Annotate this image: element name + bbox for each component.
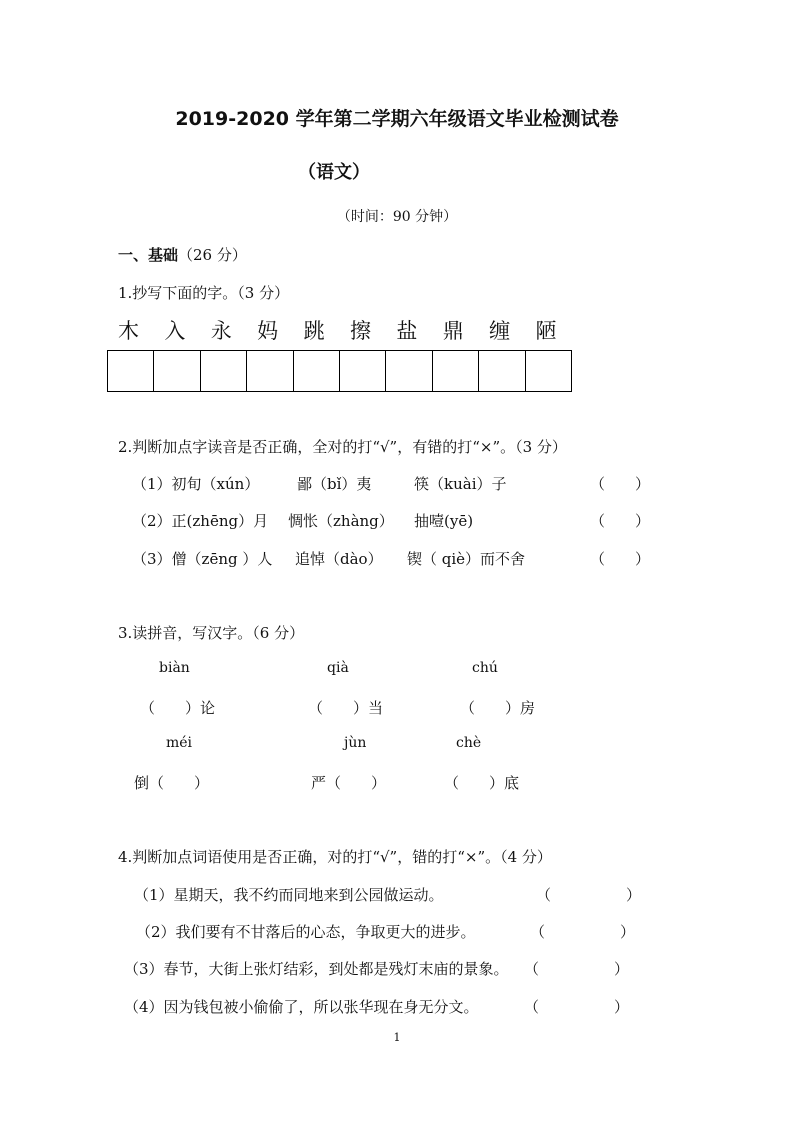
page-number: 1 [393,1031,401,1044]
q4-item-1-answer[interactable]: （ ） [536,886,642,904]
q1-char: 盐 [396,319,418,343]
q1-char: 木 [118,319,139,343]
q3-prompt: 3.读拼音，写汉字。（6 分） [118,624,305,642]
q4-item-1: （1）星期天，我不约而同地来到公园做运动。 [134,886,444,904]
writing-cell[interactable] [386,351,432,391]
writing-cell[interactable] [340,351,386,391]
q1-char: 缠 [489,319,511,343]
q3-answer-blank[interactable]: 倒（ ） [134,774,210,792]
q1-char: 陋 [535,319,557,343]
q2-row-2-a: （2）正(zhēng）月 [132,512,269,530]
q4-item-2-answer[interactable]: （ ） [530,923,636,941]
q1-char: 永 [210,319,232,343]
q1-characters [118,315,582,345]
q3-pinyin: qià [327,660,349,676]
writing-cell[interactable] [294,351,340,391]
writing-cell[interactable] [154,351,200,391]
writing-cell[interactable] [201,351,247,391]
q4-item-4: （4）因为钱包被小偷偷了，所以张华现在身无分文。 [124,998,479,1016]
writing-cell[interactable] [526,351,571,391]
q1-char: 妈 [257,319,279,343]
exam-title: 2019-2020 学年第二学期六年级语文毕业检测试卷 [175,108,619,130]
writing-cell[interactable] [247,351,293,391]
q1-char: 入 [164,319,186,343]
q4-item-4-answer[interactable]: （ ） [524,998,630,1016]
q2-row-2-c: 抽噎(yē) [414,512,474,530]
q2-row-3-b: 追悼（dào） [295,550,383,568]
q4-item-3: （3）春节，大街上张灯结彩，到处都是残灯末庙的景象。 [124,960,509,978]
section-1-score: （26 分） [178,246,247,264]
q1-char: 跳 [303,319,325,343]
section-1-label: 一、基础 [118,246,179,264]
q3-pinyin: jùn [344,735,367,751]
q3-pinyin: biàn [159,660,190,676]
exam-subtitle: （语文） [298,162,370,183]
q1-char: 擦 [349,319,371,343]
q3-answer-blank[interactable]: 严（ ） [311,774,387,792]
q2-row-3-c: 锲（ qiè）而不舍 [407,550,526,568]
q3-pinyin: chú [472,660,498,676]
q2-row-1-a: （1）初旬（xún） [132,475,260,493]
q2-row-1-b: 鄙（bǐ）夷 [297,475,372,493]
q2-row-2-b: 惆怅（zhàng） [288,512,394,530]
q2-row-3-answer[interactable]: （ ） [590,550,651,568]
q4-prompt: 4.判断加点词语使用是否正确，对的打“√”，错的打“×”。（4 分） [118,848,552,866]
writing-cell[interactable] [479,351,525,391]
q1-char: 鼎 [442,319,464,343]
exam-time: （时间：90 分钟） [336,209,458,225]
q2-row-1-answer[interactable]: （ ） [590,475,651,493]
q1-writing-grid [107,350,572,392]
q3-answer-blank[interactable]: （ ）当 [308,699,384,717]
q1-prompt: 1.抄写下面的字。（3 分） [118,284,290,302]
q4-item-2: （2）我们要有不甘落后的心态，争取更大的进步。 [136,923,476,941]
q2-row-2-answer[interactable]: （ ） [590,512,651,530]
section-1-heading [118,244,247,265]
q2-prompt: 2.判断加点字读音是否正确，全对的打“√”，有错的打“×”。（3 分） [118,438,567,456]
q2-row-1-c: 筷（kuài）子 [414,475,507,493]
q3-pinyin: méi [166,735,193,751]
q3-answer-blank[interactable]: （ ）房 [460,699,536,717]
q3-pinyin: chè [456,735,482,751]
q2-row-3-a: （3）僧（zēng ）人 [132,550,273,568]
q3-answer-blank[interactable]: （ ）底 [444,774,520,792]
q3-answer-blank[interactable]: （ ）论 [140,699,216,717]
writing-cell[interactable] [433,351,479,391]
q4-item-3-answer[interactable]: （ ） [524,960,630,978]
writing-cell[interactable] [108,351,154,391]
